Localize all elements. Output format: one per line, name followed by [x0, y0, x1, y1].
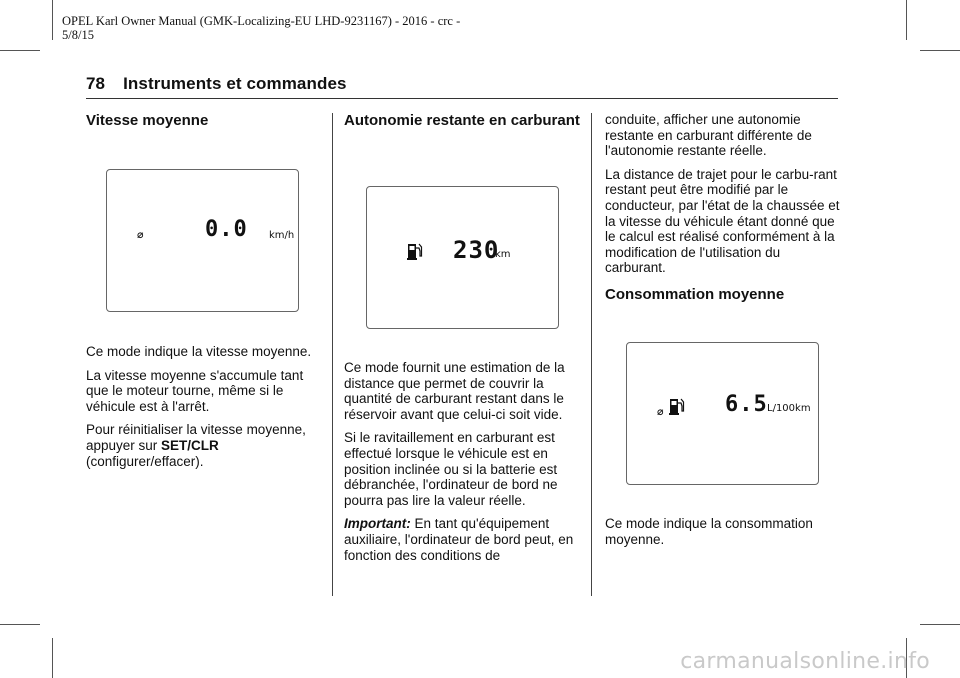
crop-mark: [0, 50, 40, 51]
crop-mark: [0, 624, 40, 625]
paragraph: Si le ravitaillement en carburant est effectué lorsque le véhicule est en position inclinée ou si la batterie est débranchée, l'ordinateur de bord ne pourra pas lire la valeur réelle.: [344, 430, 558, 508]
column-2-text: [344, 360, 580, 571]
average-symbol-icon: ⌀: [137, 228, 144, 241]
display-unit: km/h: [269, 230, 295, 241]
fuel-pump-icon: [669, 397, 685, 417]
column-3-text-bottom: [605, 516, 841, 555]
display-value: 6.5: [725, 392, 768, 417]
crop-mark: [52, 0, 53, 40]
column-2: [344, 112, 580, 130]
paragraph: Ce mode indique la vitesse moyenne.: [86, 344, 312, 359]
paragraph: La vitesse moyenne s'accumule tant que le moteur tourne, même si le véhicule est à l'arrêt.: [86, 367, 304, 414]
paragraph: [344, 516, 580, 563]
heading-consommation: Consommation moyenne: [605, 285, 785, 303]
section-title: Instruments et commandes: [123, 74, 347, 93]
display-unit: km: [495, 249, 511, 260]
crop-mark: [906, 0, 907, 40]
display-value: 230: [453, 236, 500, 264]
fuel-pump-icon: [407, 242, 423, 262]
heading-vitesse-moyenne: Vitesse moyenne: [86, 112, 209, 129]
header-rule: [86, 98, 838, 99]
key-label: SET/CLR: [161, 437, 219, 453]
paragraph: La distance de trajet pour le carbu-rant restant peut être modifié par le conducteur, par l'état de la chaussée et la vitesse du véhicule étant donné que le calcul est réalisé conformément à la modification de l'utilisation du carburant.: [605, 166, 840, 276]
average-symbol-icon: ⌀: [657, 405, 664, 418]
paragraph: Ce mode indique la consommation moyenne.: [605, 516, 813, 547]
text-run: En tant qu'équipement auxiliaire, l'ordinateur de bord peut, en fonction des conditions de: [344, 516, 574, 563]
column-divider: [332, 113, 333, 596]
important-label: Important:: [344, 516, 411, 532]
display-average-speed: [106, 169, 299, 312]
document-header-line1: OPEL Karl Owner Manual (GMK-Localizing-EU LHD-9231167) - 2016 - crc -: [62, 14, 461, 28]
page-heading: [86, 74, 347, 94]
column-1-text: [86, 344, 326, 477]
display-fuel-range: [366, 186, 559, 329]
crop-mark: [52, 638, 53, 678]
text-run: (configurer/effacer).: [86, 453, 204, 469]
column-divider: [591, 113, 592, 596]
paragraph: Ce mode fournit une estimation de la distance que permet de couvrir la quantité de carburant restant dans le réservoir avant que celui-ci soit vide.: [344, 360, 565, 422]
display-average-consumption: [626, 342, 819, 485]
paragraph: conduite, afficher une autonomie restante en carburant différente de l'autonomie restante réelle.: [605, 112, 812, 159]
document-header: [62, 14, 502, 42]
crop-mark: [920, 50, 960, 51]
watermark: carmanualsonline.info: [680, 649, 930, 674]
crop-mark: [920, 624, 960, 625]
heading-autonomie: Autonomie restante en carburant: [344, 112, 580, 129]
page-number: 78: [86, 74, 106, 93]
display-unit: L/100km: [767, 403, 811, 414]
column-1: [86, 112, 326, 130]
display-value: 0.0: [205, 217, 248, 242]
paragraph: [86, 422, 326, 469]
document-header-line2: 5/8/15: [62, 28, 94, 42]
column-3-text-top: [605, 112, 841, 304]
text-run: Pour réinitialiser la vitesse moyenne, appuyer sur: [86, 422, 306, 453]
